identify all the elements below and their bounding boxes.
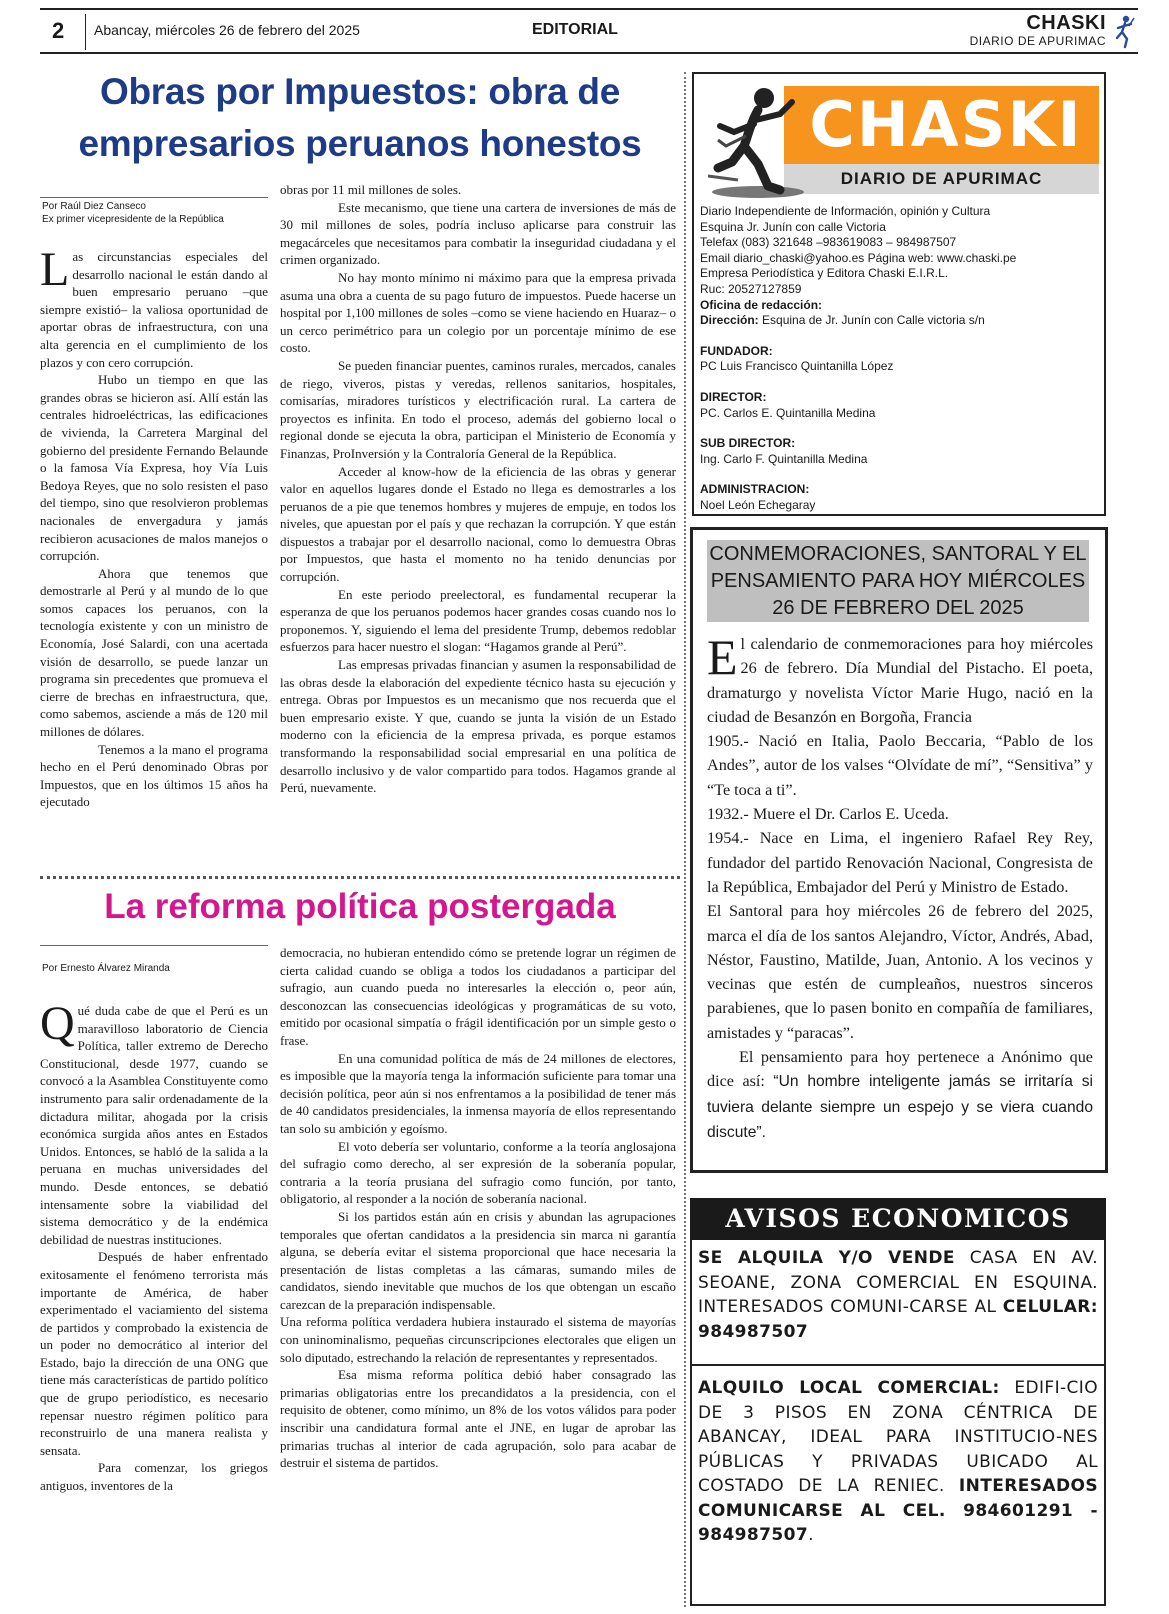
article1-column1 [40,248,268,866]
paragraph: No hay monto mínimo ni máximo para que la empresa privada asuma una obra a cuenta de su pago futuro de impuestos. Puede hacerse un hospital por 1,100 millones de soles –como se viene haciendo en Huaraz– o un cerco perimétrico para un colegio por un porcentaje mínimo de ese costo. [280,269,676,356]
staff-role: FUNDADOR: [700,343,773,358]
staff-name: PC. Carlos E. Quintanilla Medina [700,405,876,420]
paragraph: Una reforma política verdadera hubiera instaurado el sistema de mayorías con uninominalismo, pequeñas circunscripciones electorales que eligen un solo diputado, estrechando la relación de representantes y representados. [280,1314,676,1365]
paragraph: Para comenzar, los griegos antiguos, inventores de la [40,1460,268,1494]
byline-rule [40,945,268,946]
aviso-title: SE ALQUILA Y/O VENDE [698,1248,955,1268]
paragraph: Ahora que tenemos que demostrarle al Perú y al mundo de lo que somos capaces los peruanos, con la tecnología existente y con un ministro de Economía, José Salardi, con una acertada visión de desarrollo, se puede lanzar un programa sin precedentes que promueva el cierre de brechas en infraestructura, que, como sabemos, asciende a más de 120 mil millones de dólares. [40,565,268,740]
aviso-text: CASA EN AV. SEOANE, ZONA COMERCIAL EN ESQUINA. INTERESADOS COMUNI-CARSE AL [698,1248,1098,1317]
paragraph: ué duda cabe de que el Perú es un maravilloso laboratorio de Ciencia Política, taller extremo de Derecho Constitucional, desde 1977, cuando se convocó a la Asamblea Constituyente como instrumento para salir ordenadamente de la dictadura militar, ahogada por la crisis económica surgida años antes en Estados Unidos. Entonces, se habló de la salida a la peruana en muchas universidades del mundo. Desde entonces, se debatió intensamente sobre la viabilidad del sistema democrático y de la endémica debilidad de nuestras instituciones. [40,1003,268,1247]
paragraph: Tenemos a la mano el programa hecho en el Perú denominado Obras por Impuestos, que en los últimos 15 años ha ejecutado [40,741,268,810]
heading-line: CONMEMORACIONES, SANTORAL Y EL [709,543,1087,565]
quote: “Un hombre inteligente jamás se irritaría si tuviera delante siempre un espejo y se viera cuando discute”. [707,1073,1093,1141]
author-name: Por Raúl Diez Canseco [42,201,146,212]
paragraph: Si los partidos están aún en crisis y abundan las agrupaciones temporales que ofertan candidatos a la presidencia sin marca ni garantía alguna, se debería evitar el sistema proporcional que hace necesaria la presentación de listas completas a las cámaras, sumando miles de candidatos, siendo inevitable que muchos de los que obtengan un escaño carezcan de la preparación indispensable. [280,1208,676,1312]
staff-name: Ing. Carlo F. Quintanilla Medina [700,451,868,466]
paragraph: obras por 11 mil millones de soles. [280,182,462,197]
paragraph: 1932.- Muere el Dr. Carlos E. Uceda. [707,805,949,824]
aviso-end: . [808,1525,814,1545]
masthead-subtitle: DIARIO DE APURIMAC [784,164,1099,194]
paragraph: Hubo un tiempo en que las grandes obras se hicieron así. Allí están las centrales hidroeléctricas, las edificaciones de vivienda, la Carretera Marginal del gobierno del presidente Fernando Belaunde o la famosa Vía Expresa, hoy Vía Luis Bedoya Reyes, que no solo resisten el paso del tiempo, sino que resolvieron problemas nacionales de envergadura y jamás recibieron acusaciones de malos manejos o corrupción. [40,372,268,564]
paragraph: l calendario de conmemoraciones para hoy miércoles 26 de febrero. Día Mundial del Pistacho. El poeta, dramaturgo y novelista Víctor Marie Hugo, nació en la ciudad de Besanzón en Borgoña, Francia [707,635,1093,726]
paragraph: En una comunidad política de más de 24 millones de electores, es imposible que la mayoría tenga la información suficiente para tomar una decisión política, peor aún si nos enfrentamos a la posibilidad de tener más de 40 candidatos presidenciales, la inmensa mayoría de ellos representando tan solo su ambición y egoísmo. [280,1050,676,1136]
author-name: Por Ernesto Álvarez Miranda [42,963,170,974]
runner-logo-icon [1112,14,1136,50]
header-brand-name: CHASKI [1026,12,1106,34]
paragraph: 1954.- Nace en Lima, el ingeniero Rafael Rey Rey, fundador del partido Renovación Nacional, Congresista de la República, Embajador del Perú y Ministro de Estado. [707,829,1093,896]
aviso-text: EDIFI-CIO DE 3 PISOS EN ZONA CÉNTRICA DE ABANCAY, IDEAL PARA INSTITUCIO-NES PÚBLICAS Y PRIVADAS UBICADO AL COSTADO DE LA RENIEC. [698,1378,1098,1496]
masthead-info [700,204,1100,514]
masthead-box [692,72,1106,516]
author-title: Ex primer vicepresidente de la República [42,214,224,225]
conmemoraciones-body [707,629,1093,1145]
aviso-casa [698,1246,1098,1344]
aviso-divider [692,1364,1104,1366]
info-line: Telefax (083) 321648 –983619083 – 984987507 [700,235,957,250]
aviso-phone: INTERESADOS COMUNICARSE AL CEL. 984601291 - 984987507 [698,1476,1098,1545]
page-header [40,8,1138,54]
paragraph: democracia, no hubieran entendido cómo se pretende lograr un régimen de cierta calidad cuando se obliga a todos los ciudadanos a participar del sufragio, aun cuando pueda no interesarles la elección o, peor aún, desconozcan las consecuencias ideológicas y programáticas de su voto, emitido por ocasional simpatía o frágil identificación por un simple gesto o frase. [280,945,676,1048]
article1-column2 [280,181,676,851]
info-line: Diario Independiente de Información, opinión y Cultura [700,204,991,218]
header-divider [85,14,86,50]
section-title: EDITORIAL [532,21,618,38]
paragraph: El pensamiento para hoy pertenece a Anónimo que dice así: [707,1048,1093,1091]
staff-role: ADMINISTRACION: [700,482,810,497]
article-divider [40,876,680,879]
issue-date: Abancay, miércoles 26 de febrero del 2025 [94,22,360,38]
staff-name: PC Luis Francisco Quintanilla López [700,359,894,374]
info-line: Esquina Jr. Junín con calle Victoria [700,219,886,234]
paragraph: Esa misma reforma política debió haber consagrado las primarias obligatorias entre los precandidatos a la presidencia, con el requisito de obtener, como mínimo, un 8% de los votos válidos para poder inscribir una candidatura formal ante el JNE, en lugar de aprobar las primarias truchas al interior de cada agrupación, solo para acabar de destruir el sistema de partidos. [280,1367,676,1471]
article2-column2 [280,944,676,1608]
aviso-title: ALQUILO LOCAL COMERCIAL: [698,1378,1000,1398]
staff-name: Noel León Echegaray [700,497,816,512]
paragraph: as circunstancias especiales del desarrollo nacional le están dando al buen empresario peruano –que siempre existió– la valiosa oportunidad de aportar obras de infraestructura, con una alta gerencia en el cumplimiento de los plazos y con cero corrupción. [40,249,268,370]
dropcap: Q [40,1002,75,1050]
paragraph: 1905.- Nació en Italia, Paolo Beccaria, “Pablo de los Andes”, autor de los valses “Olvídate de mí”, “Sensitiva” y “Te toca a ti”. [707,732,1093,799]
heading-line: 26 DE FEBRERO DEL 2025 [772,597,1024,619]
dropcap: L [40,248,70,296]
info-line: Email diario_chaski@yahoo.es Página web: www.chaski.pe [700,250,1017,265]
info-line: Empresa Periodística y Editora Chaski E.I.R.L. [700,266,949,281]
article1-byline [42,200,270,226]
avisos-heading: AVISOS ECONOMICOS [690,1198,1106,1240]
conmemoraciones-box [690,527,1108,1173]
header-brand [970,12,1106,48]
staff-role: DIRECTOR: [700,389,767,404]
paragraph: Acceder al know-how de la eficiencia de las obras y generar valor en aquellos lugares donde el Estado no llega es demostrarles a los peruanos de a pie que tenemos hombres y mujeres de empuje, en todos los niveles, que apuestan por el país y que rechazan la corrupción. Y que están dispuestos a trabajar por el desarrollo nacional, como lo demuestra Obras por Impuestos, que hasta el momento no ha tenido denuncias por corrupción. [280,463,676,585]
column-divider [684,72,686,1607]
article2-byline [42,962,270,975]
runner-logo-icon [698,80,810,202]
article2-headline: La reforma política postergada [104,887,616,926]
staff-role: SUB DIRECTOR: [700,436,796,451]
aviso-phone: CELULAR: 984987507 [698,1297,1098,1342]
paragraph: Después de haber enfrentado exitosamente el fenómeno terrorista más importante de América, de haber experimentado el vaciamiento del sistema de partidos y comprobado la existencia de un poder no democrático al interior del Estado, bajo la dirección de una ONG que tiene más características de partido político que de grupo periodístico, es necesario repensar nuestro régimen político para reconstruirlo de una manera realista y sensata. [40,1249,268,1458]
avisos-box [690,1240,1106,1606]
oficina-label: Oficina de redacción: [700,297,823,312]
dropcap: E [707,629,738,685]
masthead-title: CHASKI [809,88,1083,161]
paragraph: Se pueden financiar puentes, caminos rurales, mercados, canales de riego, viveros, pistas y veredas, rellenos sanitarios, hospitales, comisarías, miradores turísticos y electrificación rural. La cartera de proyectos es infinita. En todo el proceso, además del gobierno local o regional donde se ejecuta la obra, participan el Ministerio de Economía y Finanzas, ProInversión y la Contraloría General de la República. [280,357,676,461]
page-number: 2 [52,18,65,43]
paragraph: El voto debería ser voluntario, conforme a la teoría anglosajona del sufragio como derecho, al ser expresión de la soberanía popular, contraria a la teoría prusiana del sufragio como función, por tanto, obligatorio, al responder a la noción de soberanía nacional. [280,1138,676,1207]
heading-line: PENSAMIENTO PARA HOY MIÉRCOLES [710,570,1086,592]
paragraph: Las empresas privadas financian y asumen la responsabilidad de las obras desde la elaboración del expediente técnico hasta su ejecución y entrega. Obras por Impuestos es un mecanismo que nos recuerda que el buen empresario existe. Y que, cuando se junta la visión de un Estado moderno con la eficiencia de la empresa privada, es porque estamos transformando la responsabilidad social empresarial en una política de desarrollo inclusivo y de valor compartido para todos. Hagamos grande al Perú, nuevamente. [280,657,676,796]
byline-rule [40,197,268,198]
header-brand-sub: DIARIO DE APURIMAC [969,34,1106,48]
article1-headline: Obras por Impuestos: obra de empresarios peruanos honestos [78,71,642,164]
paragraph: El Santoral para hoy miércoles 26 de febrero del 2025, marca el día de los santos Alejandro, Víctor, Andrés, Abad, Néstor, Faustino, Matilde, Juan, Antonio. A los vecinos y vecinas que estén de cumpleaños, nuestros sinceros parabienes, que lo pasen bonito en compañía de familiares, amistades y “paracas”. [707,902,1093,1042]
article2-column1 [40,1002,268,1608]
conmemoraciones-heading [707,540,1089,622]
paragraph: En este periodo preelectoral, es fundamental recuperar la esperanza de que los peruanos podemos hacer grandes cosas cuando nos lo proponemos. Y, siguiendo el lema del presidente Trump, debemos redoblar esfuerzos para hacer nuestro el slogan: “Hagamos grande al Perú”. [280,586,676,655]
direccion-value: Esquina de Jr. Junín con Calle victoria s/n [758,313,985,328]
info-line: Ruc: 20527127859 [700,281,802,296]
direccion-label: Dirección: [700,313,759,328]
paragraph: Este mecanismo, que tiene una cartera de inversiones de más de 30 mil millones de soles, podría incluso aplicarse para construir las megacárceles que necesitamos para combatir la inseguridad ciudadana y el crimen organizado. [280,199,676,268]
aviso-local [698,1376,1098,1548]
